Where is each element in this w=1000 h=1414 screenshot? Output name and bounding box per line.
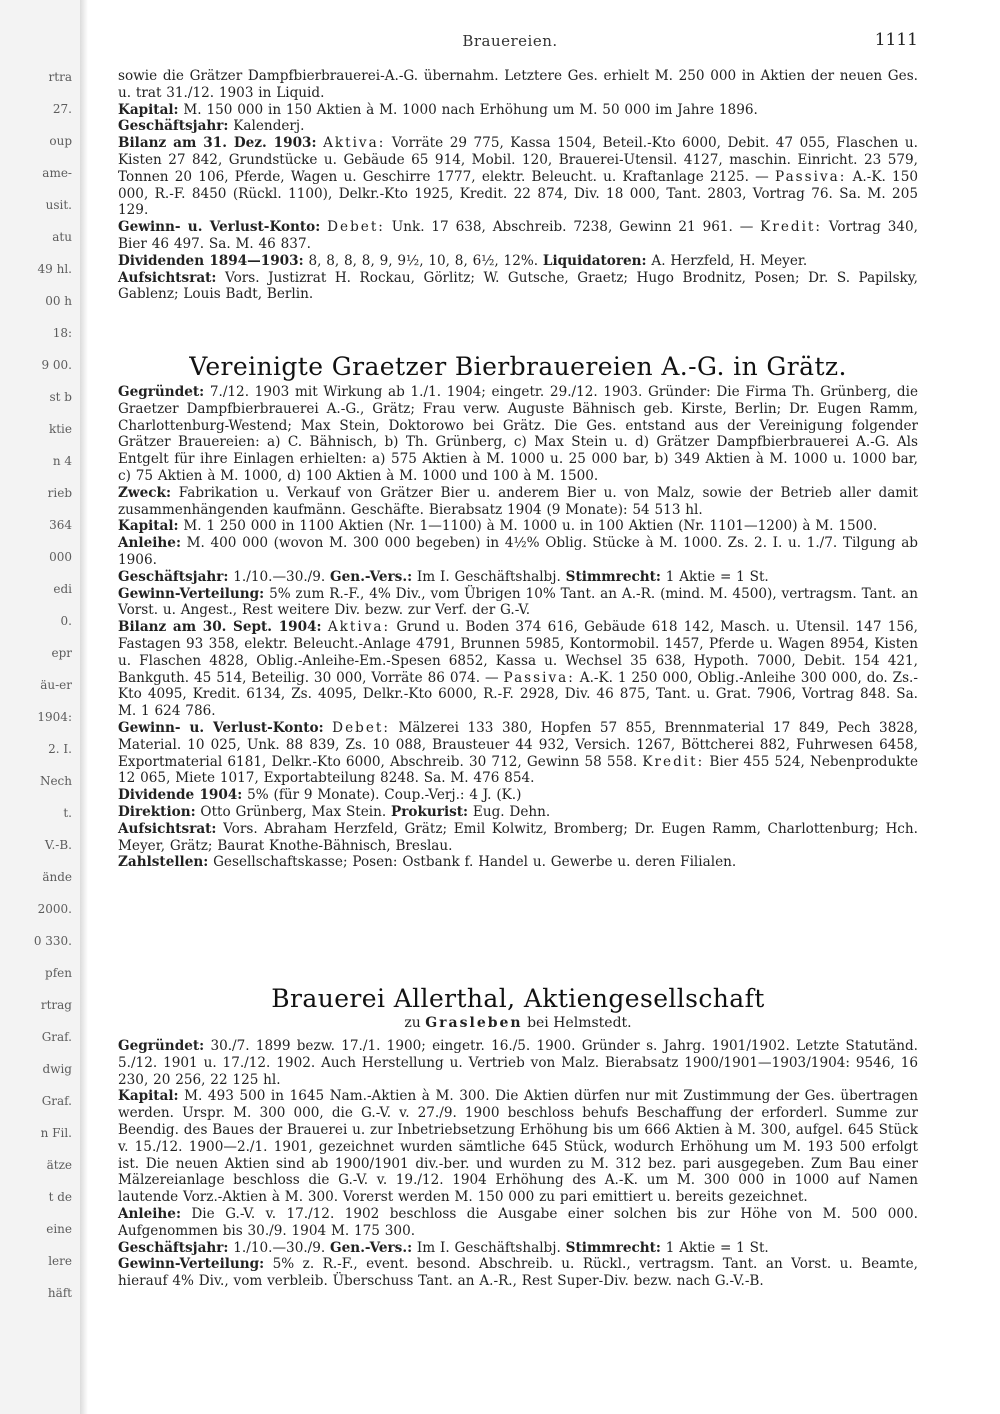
c1-kapital: Kapital: M. 1 250 000 in 1100 Aktien (Nr. 1—1100) à M. 1000 u. in 100 Aktien (Nr. 1101—1200) à M. 1500. <box>118 518 878 535</box>
c1-gewinn-verteilung: Gewinn-Verteilung: 5% zum R.-F., 4% Div., vom Übrigen 10% Tant. an A.-R. (mind. M. 4500), vertragsm. Tant. an Vorst. u. Angest., Rest weitere Div. bezw. zur Verf. der G.-V. <box>118 585 918 619</box>
gutter-fragment: Graf. <box>41 1030 72 1044</box>
page-number: 1111 <box>874 30 918 50</box>
c1-zahlstellen: Zahlstellen: Gesellschaftskasse; Posen: Ostbank f. Handel u. Gewerbe u. deren Filialen. <box>118 854 737 871</box>
gutter-fragment: 27. <box>52 102 72 116</box>
running-title: Brauereien. <box>462 32 558 50</box>
gutter-fragment: 18: <box>52 326 72 340</box>
prev-kapital: Kapital: M. 150 000 in 150 Aktien à M. 1000 nach Erhöhung um M. 50 000 im Jahre 1896. <box>118 101 758 118</box>
gutter-fragment: Nech <box>39 774 72 788</box>
gutter-fragment: 2. I. <box>48 742 72 756</box>
gutter-fragment: n 4 <box>52 454 72 468</box>
prev-aufsichtsrat: Aufsichtsrat: Vors. Justizrat H. Rockau, Görlitz; W. Gutsche, Graetz; Hugo Brodnitz, Posen; Dr. S. Papilsky, Gablenz; Louis Badt, Berlin. <box>118 269 918 303</box>
gutter-fragment: n Fil. <box>40 1126 72 1140</box>
binding-shadow <box>80 0 88 1414</box>
gutter-fragment: 364 <box>49 518 72 532</box>
gutter-fragment: t. <box>63 806 72 820</box>
gutter-fragment: rtra <box>48 70 72 84</box>
gutter-fragment: ätze <box>46 1158 72 1172</box>
gutter-fragment: 0 330. <box>33 934 72 948</box>
gutter-fragment: häft <box>47 1286 72 1300</box>
c1-gegruendet: Gegründet: 7./12. 1903 mit Wirkung ab 1./1. 1904; eingetr. 29./12. 1903. Gründer: Die Firma Th. Grünberg, die Graetzer Dampfbierbrauerei A.-G., Grätz; Frau verw. Auguste Bähnisch geb. Kirste, Berlin; Dr. Eugen Ramm, Charlottenburg-Westend; Max Stein, Doktorowo bei Grätz. Die Ges. entstand aus der Vereinigung folgender Grätzer Brauereien: a) C. Bähnisch, b) Th. Grünberg, c) Max Stein u. d) Grätzer Dampfbierbrauerei A.-G. Als Entgelt für ihre Einlagen erhielten: a) 575 Aktien à M. 1000 u. 25 000 bar, b) 349 Aktien à M. 1000 u. 1000 bar, c) 75 Aktien à M. 1000, d) 100 Aktien à M. 1000 und 100 à M. 1500. <box>118 384 918 484</box>
prev-guv: Gewinn- u. Verlust-Konto: Debet: Unk. 17 638, Abschreib. 7238, Gewinn 21 961. — Kredit: Vortrag 340, Bier 46 497. Sa. M. 46 837. <box>118 219 918 252</box>
gutter-fragment: äu-er <box>40 678 72 692</box>
prev-intro: sowie die Grätzer Dampfbierbrauerei-A.-G. übernahm. Letztere Ges. erhielt M. 250 000 in Aktien der neuen Ges. u. trat 31./12. 1903 in Liquid. <box>118 68 918 101</box>
gutter-fragment: 000 <box>49 550 72 564</box>
gutter-fragment: pfen <box>45 966 72 980</box>
gutter-fragment: Graf. <box>41 1094 72 1108</box>
gutter-fragment: eine <box>46 1222 72 1236</box>
gutter-fragment: usit. <box>45 198 72 212</box>
c1-dividende: Dividende 1904: 5% (für 9 Monate). Coup.-Verj.: 4 J. (K.) <box>118 787 522 804</box>
gutter-fragment: atu <box>52 230 72 244</box>
c2-gegruendet: Gegründet: 30./7. 1899 bezw. 17./1. 1900; eingetr. 16./5. 1900. Gründer s. Jahrg. 1901/1902. Letzte Statutänd. 5./12. 1901 u. 17./12. 1902. Auch Herstellung u. Vertrieb von Malz. Bierabsatz 1900/1901—1903/1904: 9546, 16 230, 20 256, 22 125 hl. <box>118 1038 919 1088</box>
gutter-fragment: 2000. <box>37 902 72 916</box>
gutter-fragment: edi <box>53 582 72 596</box>
gutter-fragment: 49 hl. <box>37 262 72 276</box>
company1-entry <box>118 384 918 871</box>
gutter-fragment: rtrag <box>40 998 72 1012</box>
company1-heading: Vereinigte Graetzer Bierbrauereien A.-G. in Grätz. <box>189 352 847 381</box>
c1-direktion: Direktion: Otto Grünberg, Max Stein. Prokurist: Eug. Dehn. <box>118 803 551 820</box>
gutter-fragment: 1904: <box>37 710 72 724</box>
c1-aufsichtsrat: Aufsichtsrat: Vors. Abraham Herzfeld, Grätz; Emil Kolwitz, Bromberg; Dr. Eugen Ramm, Charlottenburg; Hch. Meyer, Grätz; Baurat Knothe-Bähnisch, Breslau. <box>118 820 918 854</box>
c2-geschaeftsjahr: Geschäftsjahr: 1./10.—30./9. Gen.-Vers.: Im I. Geschäftshalbj. Stimmrecht: 1 Aktie = 1 St. <box>118 1239 769 1256</box>
c1-anleihe: Anleihe: M. 400 000 (wovon M. 300 000 begeben) in 4½% Oblig. Stücke à M. 1000. Zs. 2. I. u. 1./7. Tilgung ab 1906. <box>118 535 919 568</box>
gutter-fragment: 0. <box>60 614 72 628</box>
c1-guv: Gewinn- u. Verlust-Konto: Debet: Mälzerei 133 380, Hopfen 57 855, Brennmaterial 17 849, Pech 3828, Material. 10 025, Unk. 88 839, Zs. 10 088, Brausteuer 44 932, Versich. 1267, Böttcherei 882, Fuhrwesen 6458, Exportmaterial 6181, Delkr.-Kto 6000, Abschreib. 30 712, Gewinn 58 558. Kredit: Bier 455 524, Nebenprodukte 12 065, Miete 1017, Exportabteilung 8248. Sa. M. 476 854. <box>118 719 919 787</box>
gutter-fragment: epr <box>51 646 72 660</box>
gutter-fragment: st b <box>49 390 72 404</box>
gutter-fragment: t de <box>48 1190 72 1204</box>
gutter-fragment: 00 h <box>45 294 72 308</box>
company2-location: zu Grasleben bei Helmstedt. <box>404 1015 632 1031</box>
gutter-fragment: V.-B. <box>44 838 72 852</box>
c1-geschaeftsjahr: Geschäftsjahr: 1./10.—30./9. Gen.-Vers.: Im I. Geschäftshalbj. Stimmrecht: 1 Aktie = 1 St. <box>118 568 769 585</box>
gutter-fragment: lere <box>48 1254 72 1268</box>
company2-entry <box>118 1038 918 1290</box>
gutter-fragment: 9 00. <box>41 358 72 372</box>
prev-company-entry <box>118 68 918 303</box>
c2-gewinn-verteilung: Gewinn-Verteilung: 5% z. R.-F., event. besond. Abschreib. u. Rückl., vertragsm. Tant. an Vorst. u. Beamte, hierauf 4% Div., vom verbleib. Überschuss Tant. an A.-R., Rest Super-Div. bezw. nach G.-V.-B. <box>118 1256 918 1290</box>
c1-zweck: Zweck: Fabrikation u. Verkauf von Grätzer Bier u. anderem Bier u. von Malz, sowie der Betrieb aller damit zusammenhängenden kaufmänn. Geschäfte. Bierabsatz 1904 (9 Monate): 54 513 hl. <box>118 484 919 518</box>
prev-dividenden: Dividenden 1894—1903: 8, 8, 8, 8, 9, 9½, 10, 8, 6½, 12%. Liquidatoren: A. Herzfeld, H. Meyer. <box>118 252 808 269</box>
gutter-fragment: ame- <box>42 166 72 180</box>
gutter-fragment: ände <box>42 870 72 884</box>
gutter-fragment: rieb <box>47 486 72 500</box>
c2-anleihe: Anleihe: Die G.-V. v. 17./12. 1902 beschloss die Ausgabe einer solchen bis zur Höhe von M. 500 000. Aufgenommen bis 30./9. 1904 M. 175 300. <box>118 1205 918 1239</box>
c2-kapital: Kapital: M. 493 500 in 1645 Nam.-Aktien à M. 300. Die Aktien dürfen nur mit Zustimmung der Ges. übertragen werden. Urspr. M. 300 000, die G.-V. v. 27./9. 1900 beschloss behufs Beschaffung der erforderl. Summe zur Beendig. des Baues der Brauerei u. zur Inbetriebsetzung Erhöhung bis um 666 Aktien à M. 300, aufgel. 645 Stück v. 15./12. 1900—2./1. 1901, gezeichnet wurden sämtliche 645 Stück, wodurch Erhöhung um M. 193 500 erfolgt ist. Die neuen Aktien sind ab 1900/1901 div.-ber. und wurden zu M. 312 bez. pari ausgegeben. Zum Bau einer Mälzereianlage beschloss die G.-V. v. 19./12. 1904 Erhöhung des A.-K. um M. 300 000 in 1000 auf Namen lautende Vorz.-Aktien à M. 300. Vorerst werden M. 150 000 zu pari emittiert u. bereits gezeichnet. <box>118 1088 918 1206</box>
gutter-fragment: ktie <box>48 422 72 436</box>
gutter-fragment: oup <box>49 134 72 148</box>
gutter-fragment: dwig <box>42 1062 72 1076</box>
prev-geschaeftsjahr: Geschäftsjahr: Kalenderj. <box>118 118 305 135</box>
prev-bilanz: Bilanz am 31. Dez. 1903: Aktiva: Vorräte 29 775, Kassa 1504, Beteil.-Kto 6000, Debit. 47 055, Flaschen u. Kisten 27 842, Grundstücke u. Gebäude 65 914, Mobil. 120, Brauerei-Utensil. 4127, maschin. Einricht. 23 579, Tonnen 20 106, Pferde, Wagen u. Geschirre 1777, elektr. Beleucht. u. Kraftanlage 2125. — Passiva: A.-K. 150 000, R.-F. 8450 (Rückl. 1100), Delkr.-Kto 1925, Kredit. 22 874, Div. 18 000, Tant. 2803, Vortrag 76. Sa. M. 205 129. <box>118 135 918 219</box>
c1-bilanz: Bilanz am 30. Sept. 1904: Aktiva: Grund u. Boden 374 616, Gebäude 618 142, Masch. u. Utensil. 147 156, Fastagen 93 358, elektr. Beleucht.-Anlage 4791, Brunnen 5985, Kontormobil. 1457, Pferde u. Wagen 8954, Kisten u. Flaschen 4828, Oblig.-Anleihe-Em.-Spesen 6852, Kassa u. Wechsel 35 638, Hypoth. 7000, Debit. 154 421, Bankguth. 45 514, Beteilig. 30 000, Vorräte 86 074. — Passiva: A.-K. 1 250 000, Oblig.-Anleihe 300 000, do. Zs.-Kto 4095, Kredit. 6134, Zs. 4095, Delkr.-Kto 6000, R.-F. 2928, Div. 46 875, Tant. u. Grat. 7906, Vortrag 848. Sa. M. 1 624 786. <box>118 619 918 720</box>
company2-heading: Brauerei Allerthal, Aktiengesellschaft <box>271 984 765 1013</box>
